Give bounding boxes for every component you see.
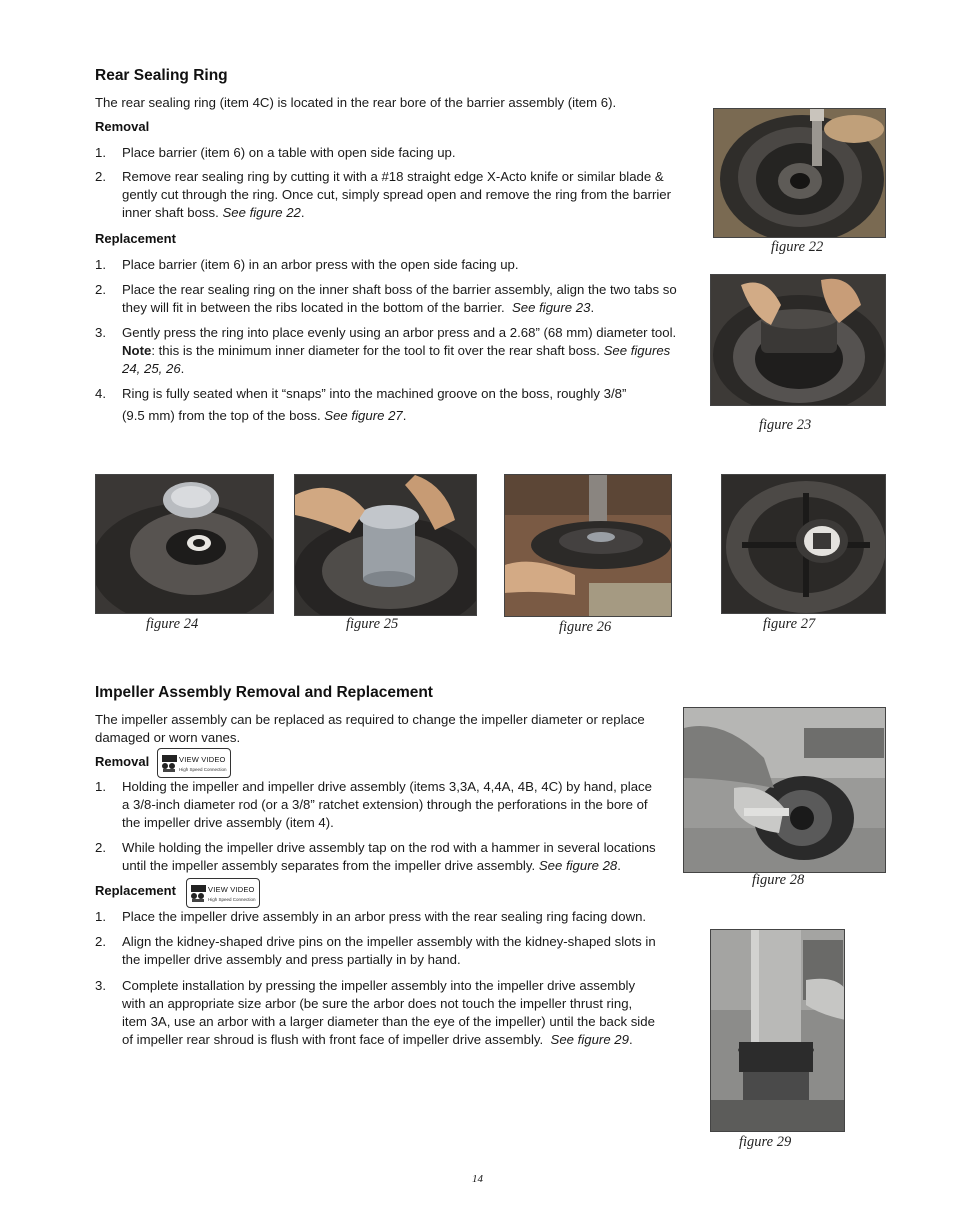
step-text-line: Holding the impeller and impeller drive assembly (items 3,3A, 4,4A, 4B, 4C) by hand, place	[122, 779, 652, 794]
impeller-replacement-step-2	[95, 933, 695, 971]
intro-line: The impeller assembly can be replaced as required to change the impeller diameter or replace	[95, 712, 645, 727]
figure-22-caption: figure 22	[771, 239, 824, 255]
figure-reference-link[interactable]: See figure 27	[324, 408, 403, 423]
figure-26-photo	[504, 474, 672, 617]
step-text-line: the impeller drive assembly and press partially in by hand.	[122, 952, 461, 967]
figure-reference-link[interactable]: See figure 28	[538, 858, 618, 873]
view-video-label: VIEW VIDEO	[179, 755, 226, 764]
impeller-replacement-heading: Replacement	[95, 883, 176, 898]
step-text-line: Align the kidney-shaped drive pins on the impeller assembly with the kidney-shaped slots in	[122, 934, 656, 949]
step-text-line: gently cut through the ring. Once cut, simply spread open and remove the ring from the barrier	[122, 187, 672, 202]
rear-replacement-step-2: 2. Place the rear sealing ring on the inner shaft boss of the barrier assembly, align the two tabs so they will fit in between the ribs located in the bottom of the barrier. See figure 23.	[95, 282, 677, 315]
step-number: 3.	[95, 325, 106, 340]
step-text-line: While holding the impeller drive assembly tap on the rod with a hammer in several locations	[122, 840, 656, 855]
step-number: 4.	[95, 386, 106, 401]
rear-removal-heading: Removal	[95, 119, 150, 134]
figure-reference-link[interactable]: See figures	[603, 343, 671, 358]
step-text-line: Ring is fully seated when it “snaps” into the machined groove on the boss, roughly 3/8”	[122, 386, 627, 401]
step-text-line: Complete installation by pressing the impeller assembly into the impeller drive assembly	[122, 978, 636, 993]
step-number: 3.	[95, 978, 106, 993]
figure-27-caption: figure 27	[763, 616, 816, 632]
step-text-line: inner shaft boss.	[122, 205, 219, 220]
figure-23-photo	[710, 274, 886, 406]
rear-replacement-step-3: 3. Gently press the ring into place evenly using an arbor press and a 2.68” (68 mm) diameter tool. Note: this is the minimum inner diameter for the tool to fit over the rear shaft boss. See figures 24, 25, 26.	[95, 325, 677, 376]
step-number: 2.	[95, 934, 106, 949]
impeller-removal-step-2: 2. While holding the impeller drive assembly tap on the rod with a hammer in several locations until the impeller assembly separates from the impeller drive assembly. See figure 28.	[95, 840, 656, 873]
figure-reference-link[interactable]: See figure 22	[222, 205, 301, 220]
view-video-sublabel: High Speed Connection	[208, 897, 256, 902]
page-number: 14	[472, 1173, 483, 1185]
step-text-line: until the impeller assembly separates from the impeller drive assembly.	[122, 858, 536, 873]
impeller-removal-step-1	[95, 778, 695, 834]
video-camera-icon	[190, 883, 208, 903]
step-text-line: (9.5 mm) from the top of the boss.	[122, 408, 321, 423]
rear-replacement-heading: Replacement	[95, 231, 176, 246]
step-text: Place barrier (item 6) in an arbor press with the open side facing up.	[122, 257, 519, 272]
video-camera-icon	[161, 753, 179, 773]
view-video-button-replacement[interactable]	[186, 878, 260, 908]
figure-28-caption: figure 28	[752, 872, 805, 888]
note-text: : this is the minimum inner diameter for the tool to fit over the rear shaft boss.	[151, 343, 600, 358]
step-text-line: with an appropriate size arbor (be sure the arbor does not touch the impeller thrust ring,	[122, 996, 633, 1011]
rear-intro: The rear sealing ring (item 4C) is located in the rear bore of the barrier assembly (item 6).	[95, 95, 617, 110]
rear-removal-step-2: 2. Remove rear sealing ring by cutting it with a #18 straight edge X-Acto knife or similar blade & gently cut through the ring. Once cut, simply spread open and remove the ring from the barrier inner shaft boss. See figure 22.	[95, 169, 672, 220]
step-text-line: Remove rear sealing ring by cutting it with a #18 straight edge X-Acto knife or similar blade &	[122, 169, 664, 184]
figure-22-photo	[713, 108, 886, 238]
figure-24-caption: figure 24	[146, 616, 199, 632]
view-video-button-removal[interactable]	[157, 748, 231, 778]
step-number: 2.	[95, 169, 106, 184]
figure-27-photo	[721, 474, 886, 614]
figure-25-caption: figure 25	[346, 616, 399, 632]
impeller-removal-heading: Removal	[95, 754, 150, 769]
figure-29-photo	[710, 929, 845, 1132]
figure-reference-link[interactable]: 24, 25, 26	[122, 361, 181, 376]
step-number: 1.	[95, 145, 106, 160]
figure-26-caption: figure 26	[559, 619, 612, 635]
view-video-sublabel: High Speed Connection	[179, 767, 227, 772]
step-number: 2.	[95, 840, 106, 855]
figure-25-photo	[294, 474, 477, 616]
step-text: Place barrier (item 6) on a table with open side facing up.	[122, 145, 456, 160]
step-text: Place the impeller drive assembly in an arbor press with the rear sealing ring facing down.	[122, 909, 647, 924]
step-text-line: item 3A, use an arbor with a larger diameter than the eye of the impeller) until the back side	[122, 1014, 655, 1029]
impeller-replacement-step-3: 3. Complete installation by pressing the impeller assembly into the impeller drive assembly with an appropriate size arbor (be sure the arbor does not touch the impeller thrust ring, item 3A, use an arbor with a larger diameter than the eye of the impeller) until the back side of impeller rear shroud is flush with front face of impeller drive assembly. See figure 29.	[95, 978, 655, 1047]
step-text-line: Gently press the ring into place evenly using an arbor press and a 2.68” (68 mm) diameter tool.	[122, 325, 677, 340]
step-number: 1.	[95, 257, 106, 272]
figure-reference-link[interactable]: See figure 23	[511, 300, 591, 315]
view-video-label: VIEW VIDEO	[208, 885, 255, 894]
figure-28-photo	[683, 707, 886, 873]
step-text-line: the impeller drive assembly (item 4).	[122, 815, 334, 830]
step-number: 1.	[95, 779, 106, 794]
figure-29-caption: figure 29	[739, 1134, 792, 1150]
figure-reference-link[interactable]: See figure 29	[550, 1032, 629, 1047]
step-text-line: Place the rear sealing ring on the inner shaft boss of the barrier assembly, align the two tabs so	[122, 282, 677, 297]
step-text-line: they will fit in between the ribs located in the bottom of the barrier.	[122, 300, 505, 315]
section-title-rear-sealing-ring: Rear Sealing Ring	[95, 67, 228, 84]
step-number: 2.	[95, 282, 106, 297]
step-number: 1.	[95, 909, 106, 924]
note-label: Note	[122, 343, 152, 358]
step-text-line: a 3/8-inch diameter rod (or a 3/8” ratchet extension) through the perforations in the bore of	[122, 797, 648, 812]
section-title-impeller-assembly: Impeller Assembly Removal and Replacement	[95, 684, 433, 701]
figure-23-caption: figure 23	[759, 417, 812, 433]
impeller-intro	[95, 711, 675, 747]
step-text-line: of impeller rear shroud is flush with front face of impeller drive assembly.	[122, 1032, 544, 1047]
figure-24-photo	[95, 474, 274, 614]
intro-line: damaged or worn vanes.	[95, 730, 241, 745]
rear-replacement-step-4: 4. Ring is fully seated when it “snaps” into the machined groove on the boss, roughly 3/8” (9.5 mm) from the top of the boss. See figure 27.	[95, 386, 627, 423]
